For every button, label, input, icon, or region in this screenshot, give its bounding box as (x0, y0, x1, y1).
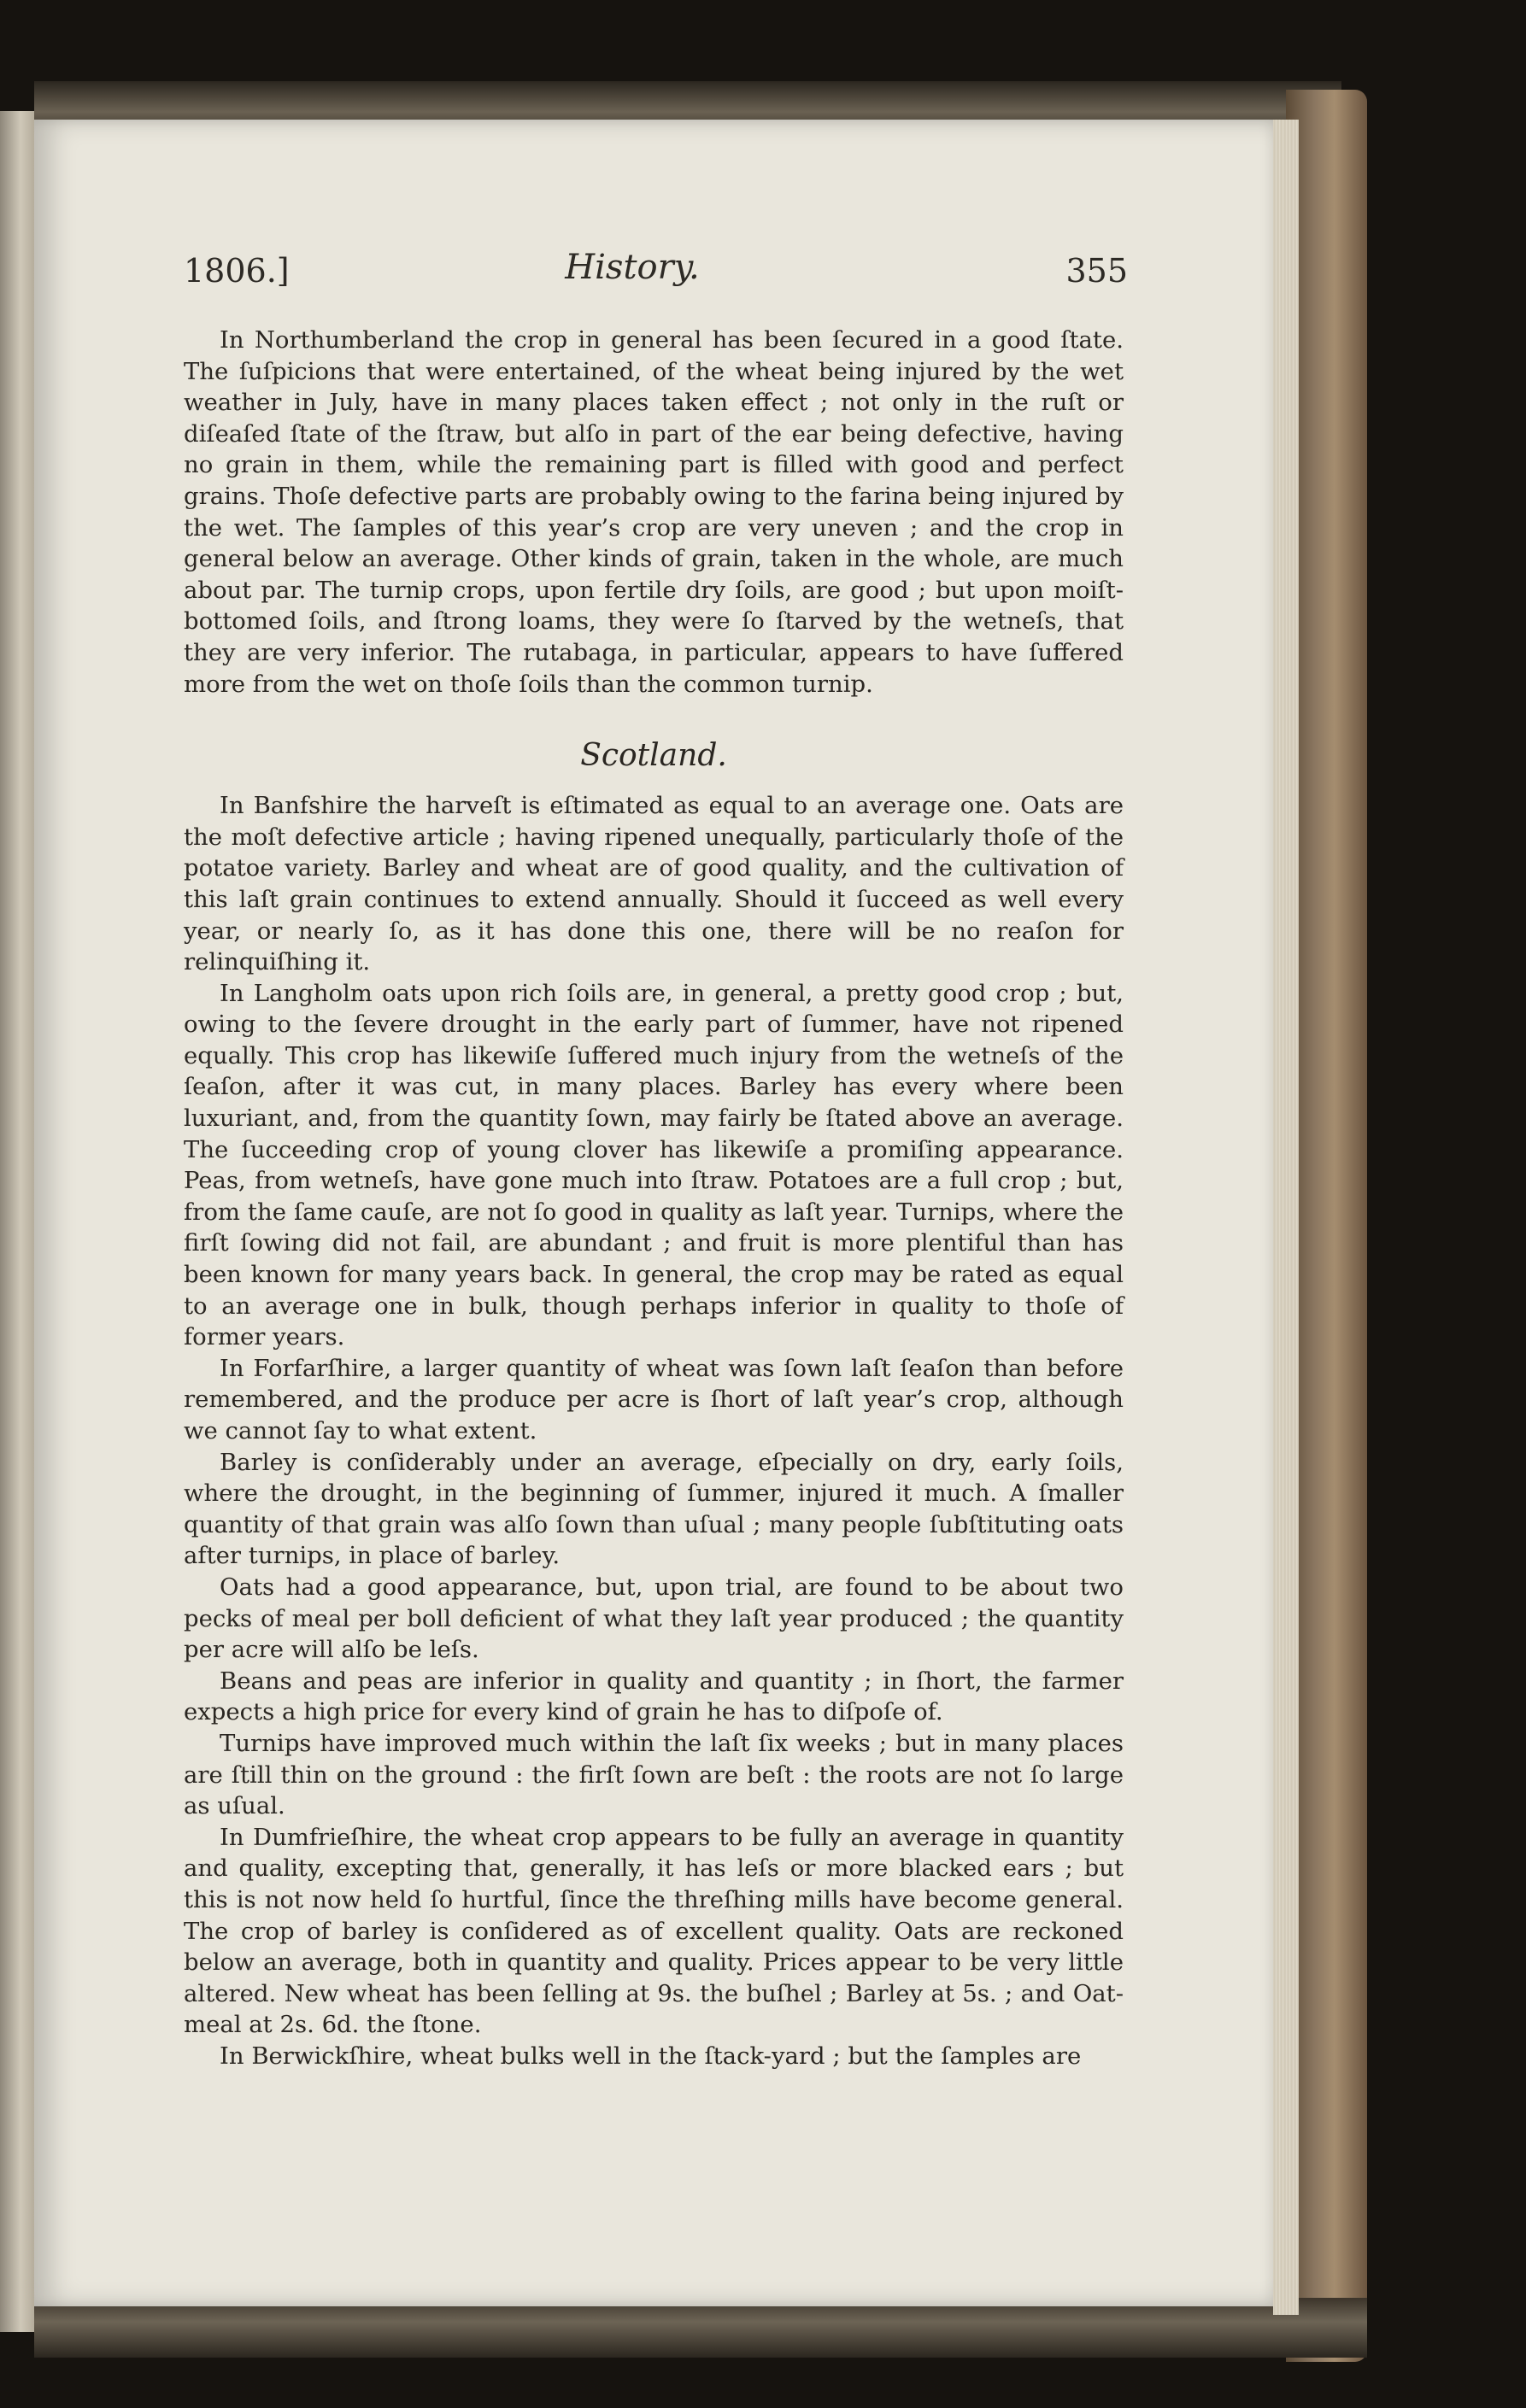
page-edges (1273, 120, 1299, 2315)
paragraph-northumberland: In Northumberland the crop in general has been ſecured in a good ſtate. The ſuſpicions that were entertained, of the wheat being injured by the wet weather in July, have in many places taken effect ; not only in the ruſt or diſeaſed ſtate of the ſtraw, but alſo in part of the ear being defective, having no grain in them, while the remaining part is filled with good and perfect grains. Thoſe defective parts are probably owing to the farina being injured by the wet. The ſamples of this year’s crop are very uneven ; and the crop in general below an average. Other kinds of grain, taken in the whole, are much about par. The turnip crops, upon fertile dry ſoils, are good ; but upon moiſt-bottomed ſoils, and ſtrong loams, they were ſo ſtarved by the wetneſs, that they are very inferior. The rutabaga, in particular, appears to have ſuffered more from the wet on thoſe ſoils than the common turnip. (184, 326, 1124, 698)
paragraph-dumfriesshire: In Dumfrieſhire, the wheat crop appears to be fully an average in quantity and quality, excepting that, generally, it has leſs or more blacked ears ; but this is not now held ſo hurtful, ſince the threſhing mills have become general. The crop of barley is conſidered as of excellent quality. Oats are reckoned below an average, both in quantity and quality. Prices appear to be very little altered. New wheat has been ſelling at 9s. the buſhel ; Barley at 5s. ; and Oat-meal at 2s. 6d. the ſtone. (184, 1823, 1124, 2039)
running-header (150, 137, 1128, 290)
header-year: 1806.] (184, 252, 290, 290)
paragraph-langholm: In Langholm oats upon rich ſoils are, in general, a pretty good crop ; but, owing to the ſevere drought in the early part of ſummer, have not ripened equally. This crop has likewiſe ſuffered much injury from the wetneſs of the ſeaſon, after it was cut, in many places. Barley has every where been luxuriant, and, from the quantity ſown, may fairly be ſtated above an average. The ſucceeding crop of young clover has likewiſe a promiſing appearance. Peas, from wetneſs, have gone much into ſtraw. Potatoes are a full crop ; but, from the ſame cauſe, are not ſo good in quality as laſt year. Turnips, where the firſt ſowing did not fail, are abundant ; and fruit is more plentiful than has been known for many years back. In general, the crop may be rated as equal to an average one in bulk, though perhaps inferior in quality to thoſe of former years. (184, 979, 1124, 1351)
book-edge-bottom (34, 2298, 1367, 2358)
header-title: History. (565, 248, 700, 287)
paragraph-berwickshire: In Berwickſhire, wheat bulks well in the ſtack-yard ; but the ſamples are (220, 2042, 1082, 2070)
paragraph-forfarshire: In Forfarſhire, a larger quantity of wheat was ſown laſt ſeaſon than before remembered, and the produce per acre is ſhort of laſt year’s crop, although we cannot ſay to what extent. (184, 1354, 1124, 1444)
section-heading-scotland: Scotland. (580, 738, 727, 774)
paragraph-banffshire: In Banfshire the harveſt is eſtimated as equal to an average one. Oats are the moſt defective article ; having ripened unequally, particularly thoſe of the potatoe variety. Barley and wheat are of good quality, and the cultivation of this laſt grain continues to extend annually. Should it ſucceed as well every year, or nearly ſo, as it has done this one, there will be no reaſon for relinquiſhing it. (184, 792, 1124, 976)
paragraph-turnips: Turnips have improved much within the laſt ſix weeks ; but in many places are ſtill thin on the ground : the firſt ſown are beſt : the roots are not ſo large as uſual. (184, 1729, 1124, 1820)
page-body (184, 325, 1124, 2071)
paragraph-oats: Oats had a good appearance, but, upon trial, are found to be about two pecks of meal per boll deficient of what they laſt year produced ; the quantity per acre will alſo be leſs. (184, 1573, 1124, 1664)
page-number: 355 (1065, 252, 1128, 290)
left-page-edge (0, 111, 34, 2332)
paragraph-beans: Beans and peas are inferior in quality and quantity ; in ſhort, the farmer expects a high price for every kind of grain he has to diſpoſe of. (184, 1667, 1124, 1726)
paragraph-barley: Barley is conſiderably under an average, eſpecially on dry, early ſoils, where the drought, in the beginning of ſummer, injured it much. A ſmaller quantity of that grain was alſo ſown than uſual ; many people ſubſtituting oats after turnips, in place of barley. (184, 1448, 1124, 1570)
